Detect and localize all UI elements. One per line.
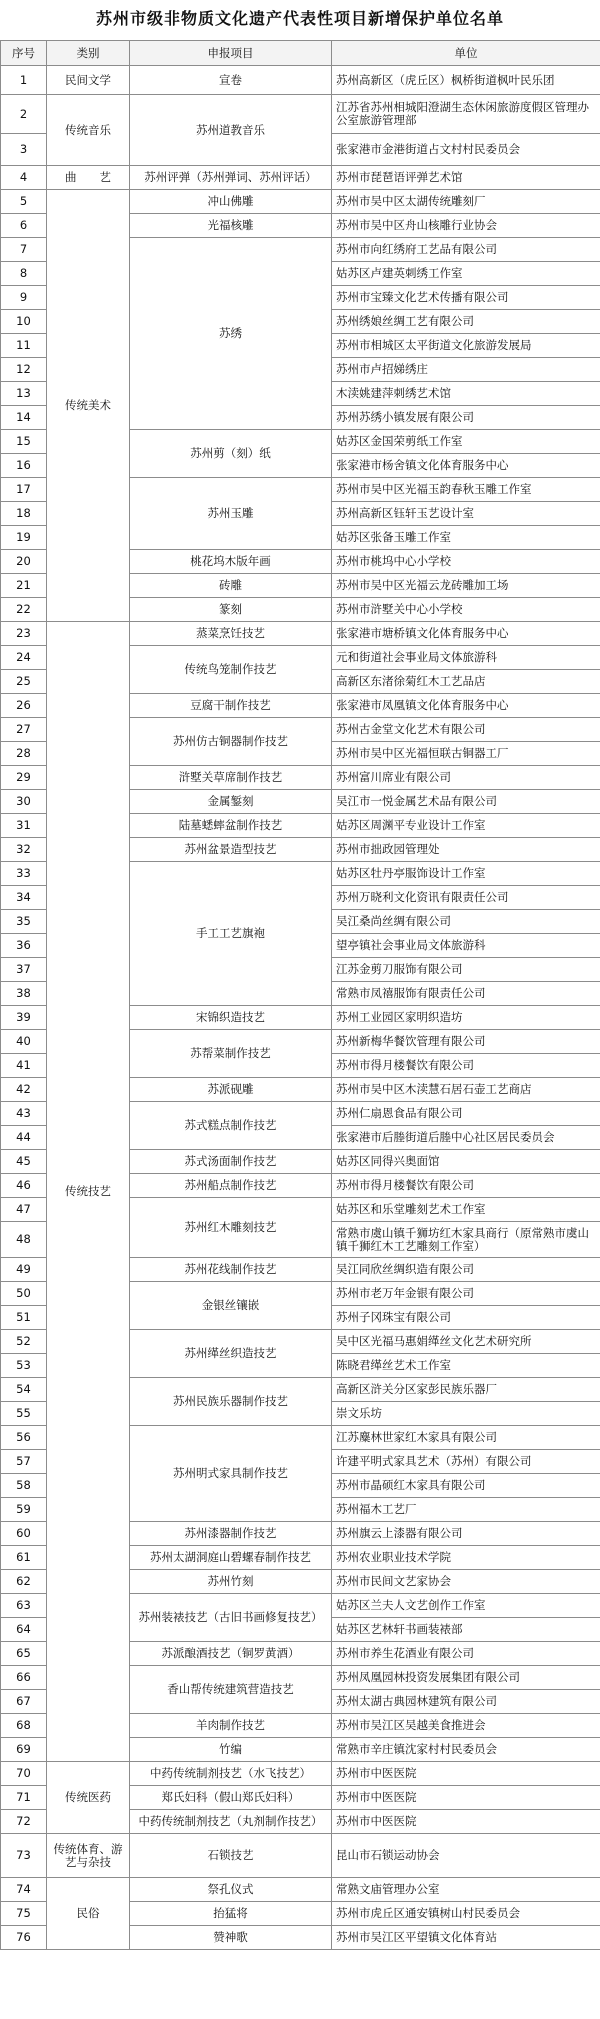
unit-cell: 吴江市一悦金属艺术品有限公司 — [332, 790, 600, 814]
unit-cell: 姑苏区张备玉雕工作室 — [332, 526, 600, 550]
row-number: 11 — [1, 334, 47, 358]
unit-cell: 苏州高新区（虎丘区）枫桥街道枫叶民乐团 — [332, 66, 600, 95]
row-number: 10 — [1, 310, 47, 334]
unit-cell: 苏州绣娘丝绸工艺有限公司 — [332, 310, 600, 334]
row-number: 36 — [1, 934, 47, 958]
table-row — [1, 622, 600, 646]
project-cell: 苏帮菜制作技艺 — [130, 1030, 332, 1078]
row-number: 40 — [1, 1030, 47, 1054]
unit-cell: 苏州市拙政园管理处 — [332, 838, 600, 862]
project-cell: 苏州漆器制作技艺 — [130, 1522, 332, 1546]
unit-cell: 元和街道社会事业局文体旅游科 — [332, 646, 600, 670]
unit-cell: 苏州市养生花酒业有限公司 — [332, 1642, 600, 1666]
project-cell: 苏州剪（刻）纸 — [130, 430, 332, 478]
project-cell: 苏派砚雕 — [130, 1078, 332, 1102]
row-number: 69 — [1, 1738, 47, 1762]
project-cell: 香山帮传统建筑营造技艺 — [130, 1666, 332, 1714]
project-cell: 苏州民族乐器制作技艺 — [130, 1378, 332, 1426]
unit-cell: 张家港市金港街道占文村村民委员会 — [332, 134, 600, 166]
row-number: 9 — [1, 286, 47, 310]
unit-cell: 姑苏区牡丹亭服饰设计工作室 — [332, 862, 600, 886]
row-number: 64 — [1, 1618, 47, 1642]
row-number: 74 — [1, 1878, 47, 1902]
unit-cell: 苏州市中医医院 — [332, 1762, 600, 1786]
unit-cell: 苏州苏绣小镇发展有限公司 — [332, 406, 600, 430]
header-no: 序号 — [1, 41, 47, 66]
project-cell: 豆腐干制作技艺 — [130, 694, 332, 718]
row-number: 59 — [1, 1498, 47, 1522]
unit-cell: 常熟文庙管理办公室 — [332, 1878, 600, 1902]
row-number: 1 — [1, 66, 47, 95]
unit-cell: 苏州旗云上漆器有限公司 — [332, 1522, 600, 1546]
row-number: 33 — [1, 862, 47, 886]
header-unit: 单位 — [332, 41, 600, 66]
row-number: 19 — [1, 526, 47, 550]
category-cell: 传统音乐 — [47, 95, 130, 166]
row-number: 72 — [1, 1810, 47, 1834]
unit-cell: 常熟市凤禧服饰有限责任公司 — [332, 982, 600, 1006]
unit-cell: 苏州市中医医院 — [332, 1810, 600, 1834]
row-number: 5 — [1, 190, 47, 214]
row-number: 13 — [1, 382, 47, 406]
unit-cell: 张家港市后塍街道后塍中心社区居民委员会 — [332, 1126, 600, 1150]
unit-cell: 吴中区光福马惠娟缂丝文化艺术研究所 — [332, 1330, 600, 1354]
row-number: 18 — [1, 502, 47, 526]
row-number: 49 — [1, 1258, 47, 1282]
row-number: 27 — [1, 718, 47, 742]
project-cell: 郑氏妇科（假山郑氏妇科） — [130, 1786, 332, 1810]
row-number: 12 — [1, 358, 47, 382]
row-number: 8 — [1, 262, 47, 286]
unit-cell: 苏州市民间文艺家协会 — [332, 1570, 600, 1594]
row-number: 16 — [1, 454, 47, 478]
row-number: 45 — [1, 1150, 47, 1174]
project-cell: 苏州太湖洞庭山碧螺春制作技艺 — [130, 1546, 332, 1570]
row-number: 35 — [1, 910, 47, 934]
table-row — [1, 190, 600, 214]
unit-cell: 江苏金剪刀服饰有限公司 — [332, 958, 600, 982]
heritage-table — [0, 40, 600, 1950]
project-cell: 蒸菜烹饪技艺 — [130, 622, 332, 646]
row-number: 61 — [1, 1546, 47, 1570]
row-number: 55 — [1, 1402, 47, 1426]
row-number: 53 — [1, 1354, 47, 1378]
row-number: 62 — [1, 1570, 47, 1594]
row-number: 57 — [1, 1450, 47, 1474]
unit-cell: 苏州市得月楼餐饮有限公司 — [332, 1054, 600, 1078]
category-cell: 民间文学 — [47, 66, 130, 95]
unit-cell: 望亭镇社会事业局文体旅游科 — [332, 934, 600, 958]
unit-cell: 苏州市得月楼餐饮有限公司 — [332, 1174, 600, 1198]
unit-cell: 苏州市晶硕红木家具有限公司 — [332, 1474, 600, 1498]
unit-cell: 苏州工业园区家明织造坊 — [332, 1006, 600, 1030]
unit-cell: 江苏麋林世家红木家具有限公司 — [332, 1426, 600, 1450]
category-cell: 民俗 — [47, 1878, 130, 1950]
row-number: 38 — [1, 982, 47, 1006]
row-number: 56 — [1, 1426, 47, 1450]
unit-cell: 苏州市吴中区光福云龙砖雕加工场 — [332, 574, 600, 598]
row-number: 25 — [1, 670, 47, 694]
unit-cell: 苏州市老万年金银有限公司 — [332, 1282, 600, 1306]
header-category: 类别 — [47, 41, 130, 66]
project-cell: 苏州评弹（苏州弹词、苏州评话） — [130, 166, 332, 190]
project-cell: 手工工艺旗袍 — [130, 862, 332, 1006]
unit-cell: 苏州农业职业技术学院 — [332, 1546, 600, 1570]
row-number: 28 — [1, 742, 47, 766]
row-number: 60 — [1, 1522, 47, 1546]
table-row — [1, 166, 600, 190]
row-number: 2 — [1, 95, 47, 134]
project-cell: 浒墅关草席制作技艺 — [130, 766, 332, 790]
category-cell: 传统美术 — [47, 190, 130, 622]
row-number: 71 — [1, 1786, 47, 1810]
row-number: 58 — [1, 1474, 47, 1498]
project-cell: 苏州缂丝织造技艺 — [130, 1330, 332, 1378]
unit-cell: 苏州新梅华餐饮管理有限公司 — [332, 1030, 600, 1054]
row-number: 76 — [1, 1926, 47, 1950]
row-number: 32 — [1, 838, 47, 862]
row-number: 34 — [1, 886, 47, 910]
unit-cell: 苏州太湖古典园林建筑有限公司 — [332, 1690, 600, 1714]
project-cell: 传统鸟笼制作技艺 — [130, 646, 332, 694]
row-number: 30 — [1, 790, 47, 814]
unit-cell: 吴江同欣丝绸织造有限公司 — [332, 1258, 600, 1282]
unit-cell: 许建平明式家具艺术（苏州）有限公司 — [332, 1450, 600, 1474]
row-number: 65 — [1, 1642, 47, 1666]
unit-cell: 苏州市向红绣府工艺品有限公司 — [332, 238, 600, 262]
unit-cell: 苏州市吴中区光福恒联古铜器工厂 — [332, 742, 600, 766]
unit-cell: 昆山市石锁运动协会 — [332, 1834, 600, 1878]
row-number: 48 — [1, 1222, 47, 1258]
unit-cell: 姑苏区兰夫人文艺创作工作室 — [332, 1594, 600, 1618]
unit-cell: 苏州子冈珠宝有限公司 — [332, 1306, 600, 1330]
unit-cell: 常熟市虞山镇千狮坊红木家具商行（原常熟市虞山镇千狮红木工艺雕刻工作室） — [332, 1222, 600, 1258]
row-number: 22 — [1, 598, 47, 622]
unit-cell: 苏州富川席业有限公司 — [332, 766, 600, 790]
unit-cell: 苏州古金堂文化艺术有限公司 — [332, 718, 600, 742]
project-cell: 篆刻 — [130, 598, 332, 622]
row-number: 67 — [1, 1690, 47, 1714]
row-number: 20 — [1, 550, 47, 574]
row-number: 51 — [1, 1306, 47, 1330]
row-number: 37 — [1, 958, 47, 982]
row-number: 70 — [1, 1762, 47, 1786]
project-cell: 苏州玉雕 — [130, 478, 332, 550]
project-cell: 苏州船点制作技艺 — [130, 1174, 332, 1198]
row-number: 3 — [1, 134, 47, 166]
row-number: 29 — [1, 766, 47, 790]
unit-cell: 苏州市吴中区舟山核雕行业协会 — [332, 214, 600, 238]
unit-cell: 张家港市杨舍镇文化体育服务中心 — [332, 454, 600, 478]
table-row — [1, 66, 600, 95]
unit-cell: 姑苏区金国荣剪纸工作室 — [332, 430, 600, 454]
table-row — [1, 1762, 600, 1786]
row-number: 17 — [1, 478, 47, 502]
unit-cell: 苏州市吴江区平望镇文化体育站 — [332, 1926, 600, 1950]
row-number: 21 — [1, 574, 47, 598]
row-number: 15 — [1, 430, 47, 454]
row-number: 42 — [1, 1078, 47, 1102]
project-cell: 苏州装裱技艺（古旧书画修复技艺） — [130, 1594, 332, 1642]
project-cell: 苏州竹刻 — [130, 1570, 332, 1594]
project-cell: 金属錾刻 — [130, 790, 332, 814]
unit-cell: 苏州福木工艺厂 — [332, 1498, 600, 1522]
header-project: 申报项目 — [130, 41, 332, 66]
row-number: 54 — [1, 1378, 47, 1402]
project-cell: 中药传统制剂技艺（丸剂制作技艺） — [130, 1810, 332, 1834]
unit-cell: 常熟市辛庄镇沈家村村民委员会 — [332, 1738, 600, 1762]
project-cell: 宋锦织造技艺 — [130, 1006, 332, 1030]
unit-cell: 姑苏区卢建英刺绣工作室 — [332, 262, 600, 286]
table-header-row — [1, 41, 600, 66]
table-row — [1, 95, 600, 134]
project-cell: 苏绣 — [130, 238, 332, 430]
table-row — [1, 1834, 600, 1878]
project-cell: 宣卷 — [130, 66, 332, 95]
row-number: 24 — [1, 646, 47, 670]
row-number: 50 — [1, 1282, 47, 1306]
unit-cell: 苏州市吴中区太湖传统雕刻厂 — [332, 190, 600, 214]
project-cell: 桃花坞木版年画 — [130, 550, 332, 574]
unit-cell: 苏州凤凰园林投资发展集团有限公司 — [332, 1666, 600, 1690]
row-number: 44 — [1, 1126, 47, 1150]
category-cell: 传统医药 — [47, 1762, 130, 1834]
row-number: 39 — [1, 1006, 47, 1030]
project-cell: 苏州红木雕刻技艺 — [130, 1198, 332, 1258]
row-number: 47 — [1, 1198, 47, 1222]
project-cell: 光福核雕 — [130, 214, 332, 238]
unit-cell: 陈晓君缂丝艺术工作室 — [332, 1354, 600, 1378]
row-number: 73 — [1, 1834, 47, 1878]
row-number: 41 — [1, 1054, 47, 1078]
project-cell: 祭孔仪式 — [130, 1878, 332, 1902]
row-number: 14 — [1, 406, 47, 430]
page-title: 苏州市级非物质文化遗产代表性项目新增保护单位名单 — [95, 9, 504, 28]
row-number: 66 — [1, 1666, 47, 1690]
unit-cell: 苏州市吴江区吴越美食推进会 — [332, 1714, 600, 1738]
project-cell: 金银丝镶嵌 — [130, 1282, 332, 1330]
row-number: 26 — [1, 694, 47, 718]
project-cell: 中药传统制剂技艺（水飞技艺） — [130, 1762, 332, 1786]
unit-cell: 姑苏区和乐堂雕刻艺术工作室 — [332, 1198, 600, 1222]
row-number: 46 — [1, 1174, 47, 1198]
unit-cell: 苏州市琵琶语评弹艺术馆 — [332, 166, 600, 190]
table-row — [1, 1878, 600, 1902]
row-number: 7 — [1, 238, 47, 262]
project-cell: 石锁技艺 — [130, 1834, 332, 1878]
unit-cell: 苏州市吴中区光福玉韵春秋玉雕工作室 — [332, 478, 600, 502]
project-cell: 陆墓蟋蟀盆制作技艺 — [130, 814, 332, 838]
project-cell: 羊肉制作技艺 — [130, 1714, 332, 1738]
project-cell: 苏州仿古铜器制作技艺 — [130, 718, 332, 766]
row-number: 23 — [1, 622, 47, 646]
row-number: 43 — [1, 1102, 47, 1126]
row-number: 75 — [1, 1902, 47, 1926]
unit-cell: 苏州仁扇恩食品有限公司 — [332, 1102, 600, 1126]
unit-cell: 高新区东渚徐菊红木工艺品店 — [332, 670, 600, 694]
category-cell: 传统技艺 — [47, 622, 130, 1762]
unit-cell: 苏州市宝臻文化艺术传播有限公司 — [332, 286, 600, 310]
row-number: 68 — [1, 1714, 47, 1738]
unit-cell: 张家港市凤凰镇文化体育服务中心 — [332, 694, 600, 718]
project-cell: 苏州花线制作技艺 — [130, 1258, 332, 1282]
row-number: 63 — [1, 1594, 47, 1618]
table-body — [1, 66, 600, 1950]
unit-cell: 吴江桑尚丝绸有限公司 — [332, 910, 600, 934]
unit-cell: 苏州市卢招娣绣庄 — [332, 358, 600, 382]
unit-cell: 苏州市浒墅关中心小学校 — [332, 598, 600, 622]
project-cell: 砖雕 — [130, 574, 332, 598]
unit-cell: 苏州市虎丘区通安镇树山村民委员会 — [332, 1902, 600, 1926]
unit-cell: 苏州市相城区太平街道文化旅游发展局 — [332, 334, 600, 358]
project-cell: 冲山佛雕 — [130, 190, 332, 214]
project-cell: 苏州道教音乐 — [130, 95, 332, 166]
project-cell: 抬猛将 — [130, 1902, 332, 1926]
unit-cell: 苏州市中医医院 — [332, 1786, 600, 1810]
unit-cell: 张家港市塘桥镇文化体育服务中心 — [332, 622, 600, 646]
project-cell: 赞神歌 — [130, 1926, 332, 1950]
category-cell: 传统体育、游艺与杂技 — [47, 1834, 130, 1878]
unit-cell: 苏州高新区钰轩玉艺设计室 — [332, 502, 600, 526]
row-number: 4 — [1, 166, 47, 190]
category-cell: 曲 艺 — [47, 166, 130, 190]
unit-cell: 江苏省苏州相城阳澄湖生态休闲旅游度假区管理办公室旅游管理部 — [332, 95, 600, 134]
row-number: 6 — [1, 214, 47, 238]
unit-cell: 苏州市桃坞中心小学校 — [332, 550, 600, 574]
row-number: 31 — [1, 814, 47, 838]
project-cell: 竹编 — [130, 1738, 332, 1762]
unit-cell: 姑苏区艺林轩书画装裱部 — [332, 1618, 600, 1642]
project-cell: 苏式糕点制作技艺 — [130, 1102, 332, 1150]
unit-cell: 姑苏区周渊平专业设计工作室 — [332, 814, 600, 838]
unit-cell: 木渎姚建萍刺绣艺术馆 — [332, 382, 600, 406]
project-cell: 苏式汤面制作技艺 — [130, 1150, 332, 1174]
unit-cell: 高新区浒关分区家彭民族乐器厂 — [332, 1378, 600, 1402]
project-cell: 苏州盆景造型技艺 — [130, 838, 332, 862]
project-cell: 苏派酿酒技艺（铜罗黄酒） — [130, 1642, 332, 1666]
unit-cell: 崇文乐坊 — [332, 1402, 600, 1426]
project-cell: 苏州明式家具制作技艺 — [130, 1426, 332, 1522]
unit-cell: 苏州市吴中区木渎慧石居石壶工艺商店 — [332, 1078, 600, 1102]
unit-cell: 姑苏区同得兴奥面馆 — [332, 1150, 600, 1174]
unit-cell: 苏州万晓利文化资讯有限责任公司 — [332, 886, 600, 910]
row-number: 52 — [1, 1330, 47, 1354]
